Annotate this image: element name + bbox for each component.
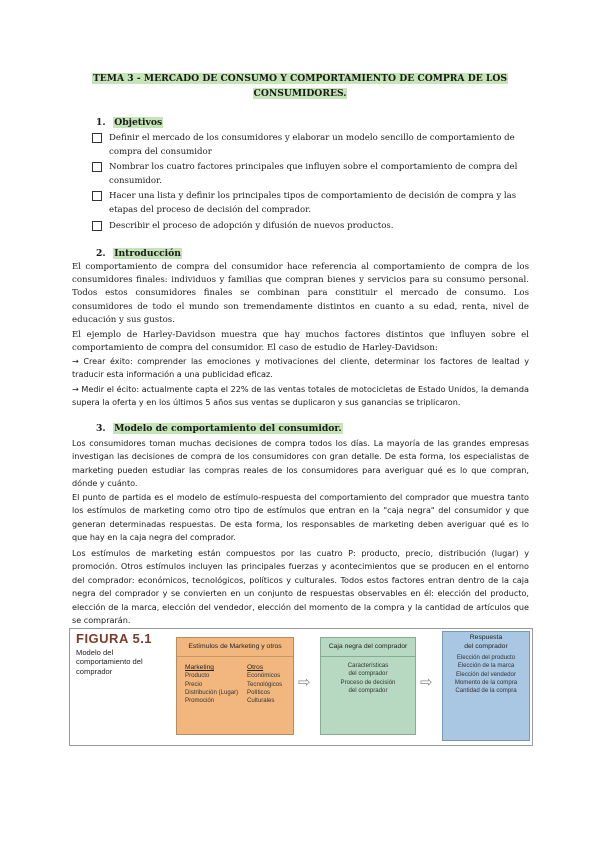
checkbox[interactable] [92,133,102,143]
page-title [70,71,530,101]
other-header: Otros [247,664,264,671]
arrow-right-icon: ⇨ [420,673,433,691]
response-content [443,654,529,695]
title-line-2: CONSUMIDORES. [253,88,347,99]
other-item: Políticos [247,688,271,696]
objective-text: Hacer una lista y definir los principales tipos de comportamiento de decisión de compra y las etapas del proceso de decisión del comprador. [109,191,517,215]
paragraph: El comportamiento de compra del consumidor hace referencia al comportamiento de compra de los consumidores finales: individuos y familias que compran bienes y servicios para su consumo personal. Todos estos consumidores finales se combinan para constituir el mercado de consumo. Los consumidores de todo el mundo son tremendamente distintos en cuanto a su edad, renta, nivel de educación y sus gustos. [72,262,529,325]
black-box-line: Características [347,662,389,669]
checkbox[interactable] [92,191,102,201]
section-number: 3. [96,423,106,434]
marketing-item: Promoción [185,697,215,705]
black-box-content [325,662,411,695]
section-title: Objetivos [114,117,163,128]
response-item: Elección del vendedor [456,670,516,678]
response-header-line: Respuesta [469,634,503,641]
marketing-item: Distribución (Lugar) [185,688,239,696]
section-heading-modelo [96,423,343,435]
response-item: Elección del producto [456,654,516,661]
section-heading-introduccion [96,248,182,260]
objective-item [92,160,522,188]
paragraph: El punto de partida es el modelo de estímulo-respuesta del comportamiento del comprador que muestra tanto los estímulos de marketing como otro tipo de estímulos que entran en la "caja negra" del consumidor y que generan determinadas respuestas. De esta forma, los responsables de marketing deben averiguar qué es lo que hay en la caja negra del comprador. [72,492,529,543]
black-box [320,637,416,735]
section-number: 1. [96,117,106,128]
objective-text: Nombrar los cuatro factores principales que influyen sobre el comportamiento de compra del consumidor. [109,162,518,186]
response-header-line: del comprador [464,642,508,650]
section-title: Modelo de comportamiento del consumidor. [114,423,342,434]
response-item: Cantidad de la compra [455,687,517,695]
section-heading-objetivos [96,117,163,129]
stimuli-header: Estímulos de Marketing y otros [177,638,293,657]
response-header [443,634,529,651]
paragraph: → Crear éxito: comprender las emociones y motivaciones del cliente, determinar los factores de lealtad y traducir esta información a una publicidad eficaz. [72,356,529,380]
checkbox[interactable] [92,221,102,231]
marketing-item: Producto [185,672,210,680]
title-line-1: TEMA 3 - MERCADO DE CONSUMO Y COMPORTAMIENTO DE COMPRA DE LOS [92,73,508,84]
black-box-header: Caja negra del comprador [321,638,415,657]
other-item: Económicos [247,672,281,680]
objective-text: Definir el mercado de los consumidores y elaborar un modelo sencillo de comportamiento de compra del consumidor [109,133,515,157]
other-column [247,664,282,705]
response-item: Momento de la compra [454,678,518,686]
objective-item [92,189,522,217]
figure-label: FIGURA 5.1 [76,631,153,646]
other-item: Culturales [247,697,275,705]
marketing-column [185,664,238,705]
black-box-line: del comprador [348,670,388,678]
section-title: Introducción [114,248,181,259]
black-box-line: Proceso de decisión [340,678,396,686]
figure-buyer-behavior-model [69,628,533,746]
figure-caption: Modelo del comportamiento del comprador [76,648,143,676]
stimuli-box [176,637,294,735]
other-item: Tecnológicos [247,680,283,688]
paragraph: Los consumidores toman muchas decisiones de compra todos los días. La mayoría de las grandes empresas investigan las decisiones de compra de los consumidores con gran detalle. De esta forma, los especialistas de marketing pueden estudiar las compras reales de los consumidores para averiguar qué es lo que compran, dónde y cuánto. [72,438,529,489]
objective-text: Describir el proceso de adopción y difusión de nuevos productos. [109,221,394,231]
objective-item [92,131,522,159]
paragraph: Los estímulos de marketing están compuestos por las cuatro P: producto, precio, distribución (lugar) y promoción. Otros estímulos incluyen las principales fuerzas y acontecimientos que se producen en el entorno del comprador: económicos, tecnológicos, políticos y culturales. Todos estos factores entran dentro de la caja negra del comprador y se convierten en un conjunto de respuestas observables en él: elección del producto, elección de la marca, elección del vendedor, elección del momento de la compra y la cantidad de artículos que se comprarán. [72,548,529,626]
black-box-line: del comprador [348,686,388,694]
marketing-item: Precio [185,680,203,688]
response-box [442,631,530,741]
checkbox[interactable] [92,162,102,172]
response-item: Elección de la marca [457,662,515,670]
paragraph: El ejemplo de Harley-Davidson muestra que hay muchos factores distintos que influyen sobre el comportamiento de compra del consumidor. El caso de estudio de Harley-Davidson: [72,330,529,354]
marketing-header: Marketing [185,664,214,671]
objective-item [92,219,522,233]
arrow-right-icon: ⇨ [298,673,311,691]
paragraph: → Medir el écito: actualmente capta el 22% de las ventas totales de motocicletas de Estado Unidos, la demanda supera la oferta y en los últimos 5 años sus ventas se duplicaron y sus ganancias se triplicaron. [72,384,529,408]
section-number: 2. [96,248,106,259]
